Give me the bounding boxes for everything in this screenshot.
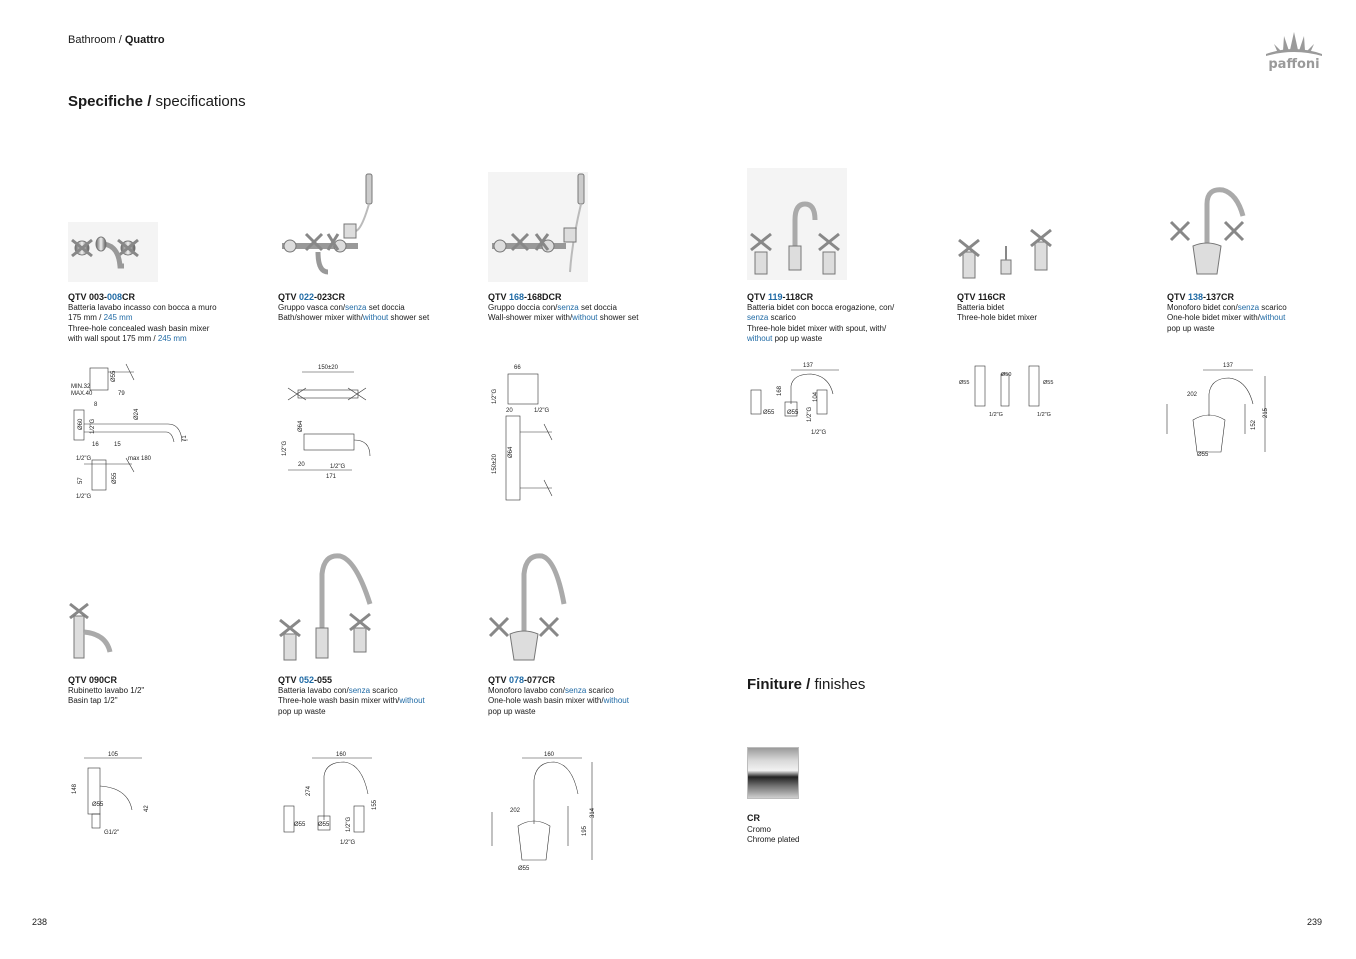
dim-label: 202 [1187,392,1198,398]
dim-label: 137 [803,363,814,369]
dim-label: 160 [336,752,347,758]
page-number-left: 238 [32,917,48,927]
dim-label: max 180 [128,456,152,462]
finish-swatch-chrome [747,747,799,799]
product-photo-168 [488,172,588,282]
dim-label: 16 [92,442,99,448]
dim-label: 1/2"G [811,430,827,436]
page-number-right: 239 [1307,917,1323,927]
dim-label: 195 [582,825,588,836]
dim-label: MAX.40 [71,391,93,397]
specs-title-bold: Specifiche / [68,93,152,110]
dim-label: 1/2"G [90,418,96,434]
dim-label: Ø55 [294,822,306,828]
tech-drawing-078 [488,750,598,874]
product-card-116 [957,292,1157,324]
product-code: QTV 022-023CR [278,292,346,302]
dim-label: 202 [510,808,521,814]
dim-label: 168 [777,385,783,396]
product-desc-line: with wall spout 175 mm / 245 mm [68,333,187,343]
finishes-title-rest: finishes [814,676,866,693]
dim-label: 137 [1223,363,1234,369]
dim-label: 105 [108,752,119,758]
dim-label: Ø55 [1197,452,1209,458]
product-desc-line: Batteria bidet [957,303,1005,312]
dim-label: 1/2"G [989,412,1003,418]
breadcrumb-section: Bathroom / [68,34,122,46]
product-card-052 [278,675,478,717]
dim-label: 1/2"G [76,456,92,462]
finish-code: CR [747,813,760,823]
product-code: QTV 078-077CR [488,675,556,685]
dim-label: Ø60 [78,418,84,430]
product-desc-line: Three-hole wash basin mixer with/without [278,696,425,706]
product-photo-003 [68,222,158,282]
finishes-title-bold: Finiture / [747,676,811,693]
dim-label: 215 [1263,407,1269,418]
product-card-078 [488,675,688,717]
tech-drawing-022 [278,360,378,482]
dim-label: 152 [1251,419,1257,430]
product-desc-line: Monoforo lavabo con/senza scarico [488,686,614,695]
finish-name-it: Cromo [747,824,772,834]
dim-label: Ø55 [112,472,118,484]
finish-item [747,813,799,846]
specs-title [68,93,246,110]
product-photo-090 [68,602,118,662]
dim-label: 42 [144,805,150,812]
tech-drawing-138 [1163,360,1273,460]
dim-label: 104 [813,391,819,402]
product-desc-line: Batteria lavabo con/senza scarico [278,686,398,695]
product-desc-line: One-hole bidet mixer with/without [1167,313,1286,323]
product-desc-line: Three-hole bidet mixer [957,313,1038,323]
dim-label: 79 [118,391,125,397]
dim-label: 171 [326,474,337,480]
product-desc-line: without pop up waste [747,333,823,343]
dim-label: Ø55 [518,866,530,872]
product-desc-line: Monoforo bidet con/senza scarico [1167,303,1287,312]
product-desc-line: senza scarico [747,313,796,323]
product-desc-line: Bath/shower mixer with/without shower set [278,313,430,323]
dim-label: Ø55 [92,802,104,808]
dim-label: 1/2"G [1037,412,1051,418]
product-card-090 [68,675,268,707]
product-card-003 [68,292,268,344]
product-desc-line: Basin tap 1/2" [68,696,118,706]
product-code: QTV 119-118CR [747,292,814,302]
tech-drawing-003 [68,360,198,502]
product-code: QTV 052-055 [278,675,333,685]
product-photo-119 [747,168,847,280]
product-desc-line: Three-hole concealed wash basin mixer [68,323,210,333]
dim-label: 1/2"G [807,406,813,422]
tech-drawing-116 [957,360,1057,420]
product-desc-line: Gruppo doccia con/senza set doccia [488,303,617,312]
brand-logo [1262,30,1326,72]
dim-label: 148 [72,783,78,794]
dim-label: 20 [298,462,305,468]
dim-label: 1/2"G [282,440,288,456]
dim-label: 1/2"G [346,816,352,832]
product-code: QTV 003-008CR [68,292,136,302]
dim-label: 57 [78,477,84,484]
dim-label: 314 [590,807,596,818]
product-desc-line: pop up waste [278,706,326,716]
tech-drawing-090 [68,750,158,840]
dim-label: 150±20 [492,454,498,474]
dim-label: 155 [372,799,378,810]
finishes-title [747,676,865,693]
product-desc-line: Batteria bidet con bocca erogazione, con/ [747,303,895,312]
product-desc-line: pop up waste [488,706,536,716]
dim-label: 8 [94,402,98,408]
dim-label: G1/2" [104,830,120,836]
breadcrumb [68,34,165,46]
product-card-138 [1167,292,1327,334]
product-photo-138 [1167,184,1257,282]
dim-label: Ø55 [787,410,799,416]
product-card-119 [747,292,927,344]
specs-title-rest: specifications [155,93,246,110]
dim-label: Ø24 [134,408,140,420]
breadcrumb-page: Quattro [124,34,165,46]
dim-label: Ø55 [959,380,970,386]
product-code: QTV 116CR [957,292,1006,302]
dim-label: 71 [182,435,188,442]
product-code: QTV 138-137CR [1167,292,1235,302]
dim-label: 274 [306,785,312,796]
product-desc-line: Three-hole bidet mixer with spout, with/ [747,323,887,333]
finish-name-en: Chrome plated [747,835,800,844]
dim-label: 1/2"G [534,408,550,414]
dim-label: 15 [114,442,121,448]
product-desc-line: One-hole wash basin mixer with/without [488,696,629,706]
product-desc-line: 175 mm / 245 mm [68,313,133,323]
product-card-168 [488,292,688,324]
tech-drawing-168 [488,360,568,502]
dim-label: 1/2"G [330,464,346,470]
product-desc-line: Rubinetto lavabo 1/2" [68,686,145,695]
dim-label: MIN.32 [71,384,91,390]
dim-label: 66 [514,365,521,371]
dim-label: Ø64 [298,420,304,432]
dim-label: Ø55 [318,822,330,828]
product-photo-022 [278,172,378,282]
dim-label: Ø50 [1001,372,1012,378]
dim-label: 150±20 [318,365,338,371]
product-photo-078 [488,552,578,662]
dim-label: 20 [506,408,513,414]
product-desc-line: pop up waste [1167,323,1215,333]
product-code: QTV 168-168DCR [488,292,562,302]
dim-label: 160 [544,752,555,758]
brand-logo-text: paffoni [1268,57,1320,72]
dim-label: Ø64 [508,446,514,458]
product-photo-052 [278,552,378,662]
product-photo-116 [957,222,1057,282]
product-code: QTV 090CR [68,675,118,685]
product-desc-line: Batteria lavabo incasso con bocca a muro [68,303,217,312]
dim-label: 1/2"G [340,840,356,846]
product-desc-line: Gruppo vasca con/senza set doccia [278,303,405,312]
tech-drawing-119 [747,360,847,440]
product-card-022 [278,292,478,324]
dim-label: 1/2"G [76,494,92,500]
dim-label: Ø55 [111,370,117,382]
product-desc-line: Wall-shower mixer with/without shower set [488,313,639,323]
dim-label: Ø55 [1043,380,1054,386]
dim-label: Ø55 [763,410,775,416]
dim-label: 1/2"G [492,388,498,404]
tech-drawing-052 [278,750,388,850]
